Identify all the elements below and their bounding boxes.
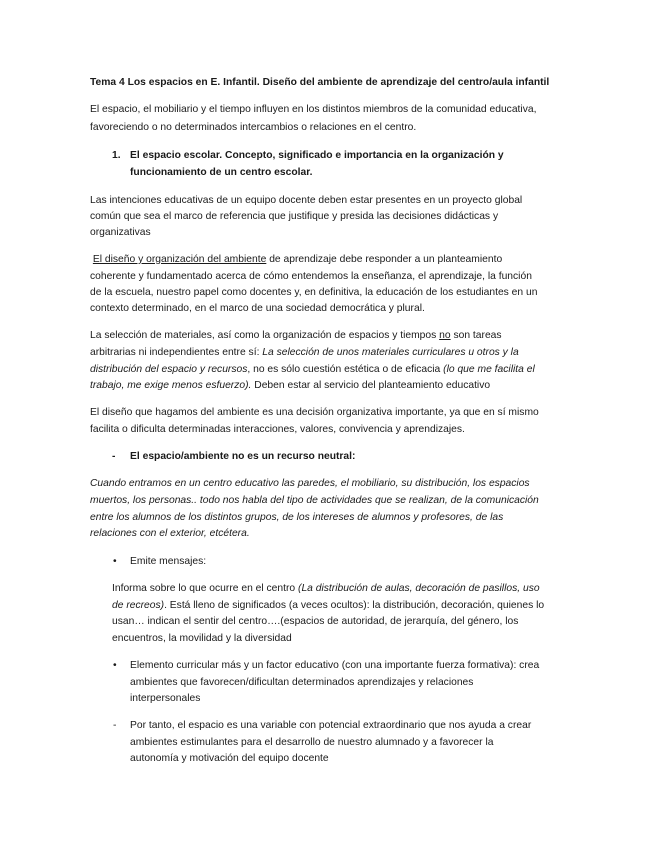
document-title: Tema 4 Los espacios en E. Infantil. Diseño del ambiente de aprendizaje del centro/aula infantil [90,77,550,88]
italic-para-line-3: entre los alumnos de los distintos grupos, de los intereses de alumnos y profesores, de las [90,512,504,523]
diseno-underlined-phrase: El diseño y organización del ambiente [92,254,267,265]
informa-text: . Está lleno de significados (a veces ocultos): la distribución, decoración, quienes lo [164,600,545,611]
italic-para-line-1: Cuando entramos en un centro educativo las paredes, el mobiliario, su distribución, los espacios [90,478,530,489]
subsection-dash: - [112,451,116,462]
intenciones-line-1: Las intenciones educativas de un equipo docente deben estar presentes en un proyecto global [90,195,523,206]
bullet-3-marker: - [113,720,117,731]
decision-line-2: facilita o dificulta determinadas interacciones, valores, convivencia y aprendizajes. [90,424,465,435]
diseno-line-2: coherente y fundamentado acerca de cómo entendemos la enseñanza, el aprendizaje, la función [90,271,532,282]
bullet-3-line-1: Por tanto, el espacio es una variable con potencial extraordinario que nos ayuda a crear [130,720,532,731]
section-1-number: 1. [112,150,121,161]
seleccion-line-4 [90,379,570,393]
seleccion-italic: (lo que me facilita el [443,364,535,375]
italic-para-line-4: relaciones con el exterior, etcétera. [90,528,250,539]
bullet-2-line-3: interpersonales [130,693,201,704]
decision-line-1: El diseño que hagamos del ambiente es una decisión organizativa importante, ya que en sí mismo [90,407,539,418]
bullet-2-line-1: Elemento curricular más y un factor educativo (con una importante fuerza formativa): crea [130,660,540,671]
informa-italic: de recreos) [112,600,165,611]
seleccion-italic: trabajo, me exige menos esfuerzo). [90,380,252,391]
seleccion-line-2 [90,346,570,360]
intenciones-line-2: común que sea el marco de referencia que justifique y presida las decisiones didácticas y [90,211,499,222]
seleccion-text: , no es sólo cuestión estética o de eficacia [247,364,444,375]
intro-line-2: favoreciendo o no determinados intercambios o relaciones en el centro. [90,122,417,133]
bullet-2-marker: • [113,660,117,671]
section-1-heading-line-1: El espacio escolar. Concepto, significado e importancia en la organización y [130,150,504,161]
seleccion-italic: distribución del espacio y recursos [90,364,248,375]
seleccion-line-3 [90,363,570,377]
informa-text: Informa sobre lo que ocurre en el centro [112,583,299,594]
seleccion-text: Deben estar al servicio del planteamiento educativo [251,380,491,391]
seleccion-underlined-no: no [439,330,451,341]
diseno-line-1 [90,253,570,267]
informa-line-2 [112,599,592,613]
bullet-3-line-2: ambientes estimulantes para el desarrollo de nuestro alumnado y a favorecer la [130,737,494,748]
intenciones-line-3: organizativas [90,227,151,238]
diseno-line-3: de la escuela, nuestro papel como docentes y, en definitiva, la educación de los estudiantes en un [90,287,538,298]
informa-line-3: usan… indican el sentir del centro….(espacios de autoridad, de jerarquía, del género, los [112,616,519,627]
italic-para-line-2: muertos, los personas.. todo nos habla del tipo de actividades que se realizan, de la comunicación [90,495,539,506]
seleccion-text: arbitrarias ni independientes entre sí: [90,347,263,358]
bullet-3-line-3: autonomía y motivación del equipo docente [130,753,329,764]
informa-italic: (La distribución de aulas, decoración de pasillos, uso [298,583,540,594]
informa-line-1 [112,582,592,596]
seleccion-text: La selección de materiales, así como la organización de espacios y tiempos [90,330,440,341]
bullet-1-label: Emite mensajes: [130,556,207,567]
bullet-2-line-2: ambientes que favorecen/dificultan determinados aprendizajes y relaciones [130,677,474,688]
bullet-1-marker: • [113,556,117,567]
diseno-line-4: contexto determinado, en el marco de una sociedad democrática y plural. [90,303,425,314]
subsection-label: El espacio/ambiente no es un recurso neutral: [130,451,356,462]
intro-line-1: El espacio, el mobiliario y el tiempo influyen en los distintos miembros de la comunidad educativa, [90,104,537,115]
informa-line-4: encuentros, la movilidad y la diversidad [112,633,292,644]
diseno-line-1-rest: de aprendizaje debe responder a un planteamiento [266,254,503,265]
seleccion-line-1 [90,329,570,343]
section-1-heading-line-2: funcionamiento de un centro escolar. [130,167,313,178]
seleccion-text: son tareas [450,330,502,341]
seleccion-italic: La selección de unos materiales curriculares u otros y la [262,347,519,358]
